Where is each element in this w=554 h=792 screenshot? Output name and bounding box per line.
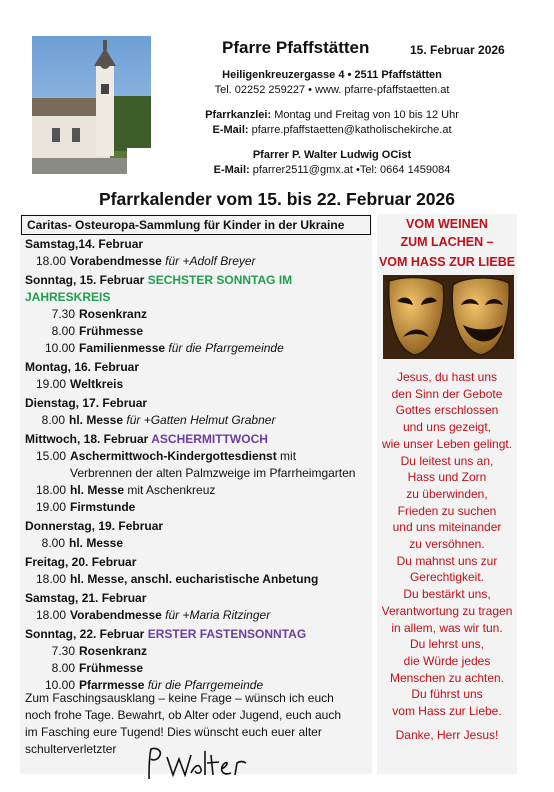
event-time: 8.00 [41, 536, 65, 550]
event-row [25, 323, 375, 340]
prayer-line: Du lehrst uns, [409, 637, 485, 652]
prayer-line: in allem, was wir tun. [391, 620, 503, 635]
prayer-line: vom Hass zur Liebe. [392, 704, 502, 719]
day-heading [25, 272, 375, 306]
prayer-line: den Sinn der Gebote [391, 386, 503, 401]
calendar-title: Pfarrkalender vom 15. bis 22. Februar 2026 [98, 189, 455, 209]
prayer-line: und uns miteinander [392, 520, 502, 535]
event-note: mit [276, 449, 297, 463]
day-heading [25, 626, 375, 643]
sidebar-heading-3: VOM HASS ZUR LIEBE [378, 255, 516, 269]
email-label: E-Mail: [212, 124, 249, 136]
issue-date: 15. Februar 2026 [410, 43, 505, 57]
event-note: für +Adolf Breyer [161, 254, 256, 268]
prayer-line: Gerechtigkeit. [409, 570, 485, 585]
prayer-line: zu versöhnen. [409, 537, 485, 552]
signature-graphic [143, 745, 258, 781]
event-title: Firmstunde [70, 500, 136, 514]
event-time: 18.00 [35, 483, 66, 497]
prayer-line: Jesus, du hast uns [396, 370, 498, 384]
event-row [25, 535, 375, 552]
sidebar-heading-2: ZUM LACHEN – [400, 235, 494, 249]
feast-name: SECHSTER SONNTAG IM JAHRESKREIS [25, 273, 293, 304]
theater-masks-image [383, 275, 514, 359]
prayer-line: Gottes erschlossen [395, 403, 499, 418]
day-date: Mittwoch, 18. Februar [25, 432, 152, 446]
event-row [25, 448, 375, 465]
event-time: 10.00 [44, 678, 75, 692]
event-note: für +Maria Ritzinger [161, 608, 271, 622]
prayer-line: Du bestärkt uns, [403, 587, 491, 602]
prayer-line: und uns gezeigt, [402, 420, 492, 435]
event-time: 19.00 [35, 500, 66, 514]
day-heading: Freitag, 20. Februar [25, 555, 137, 569]
event-title: Weltkreis [70, 377, 124, 391]
office-label: Pfarrkanzlei: [205, 109, 272, 121]
priest-name: Pfarrer P. Walter Ludwig OCist [252, 149, 412, 161]
event-row [25, 499, 375, 516]
event-row [25, 306, 375, 323]
collection-notice: Caritas- Osteuropa-Sammlung für Kinder in der Ukraine [21, 215, 371, 235]
event-time: 7.30 [51, 644, 75, 658]
day-heading [25, 431, 375, 448]
event-time: 18.00 [35, 572, 66, 586]
day-heading: Montag, 16. Februar [25, 360, 140, 374]
event-time: 7.30 [51, 307, 75, 321]
feast-name: ERSTER FASTENSONNTAG [147, 627, 307, 641]
office-hours: Montag und Freitag von 10 bis 12 Uhr [271, 109, 459, 121]
event-title: Aschermittwoch-Kindergottesdienst [70, 449, 277, 463]
contact: Tel. 02252 259227 • www. pfarre-pfaffstaetten.at [214, 84, 450, 96]
priest-contact: pfarrer2511@gmx.at •Tel: 0664 1459084 [249, 164, 451, 176]
event-title: hl. Messe [69, 536, 124, 550]
prayer-line: Du leitest uns an, [400, 453, 494, 468]
event-title: Vorabendmesse [70, 608, 162, 622]
priest-email-label: E-Mail: [213, 164, 250, 176]
sidebar-heading-1: VOM WEINEN [406, 217, 488, 231]
prayer-line: Du mahnst uns zur [396, 553, 498, 568]
event-title: Frühmesse [79, 324, 144, 338]
note-line: schulterverletzter [25, 742, 117, 756]
day-heading: Dienstag, 17. Februar [25, 396, 148, 410]
event-row [25, 253, 375, 270]
closing-thanks: Danke, Herr Jesus! [395, 728, 499, 742]
address: Heiligenkreuzergasse 4 • 2511 Pfaffstätten [222, 69, 442, 81]
event-row [25, 482, 375, 499]
day-heading: Samstag,14. Februar [25, 237, 144, 251]
event-time: 10.00 [44, 341, 75, 355]
day-date: Sonntag, 22. Februar [25, 627, 148, 641]
note-line: noch frohe Tage. Bewahrt, ob Alter oder Jugend, euch auch [25, 708, 341, 722]
feast-name: ASCHERMITTWOCH [151, 432, 268, 446]
event-time: 18.00 [35, 608, 66, 622]
priest-block [176, 148, 488, 178]
address-block [176, 68, 488, 98]
church-photo [32, 36, 151, 174]
event-row [25, 571, 375, 588]
parish-title: Pfarre Pfaffstätten [222, 38, 370, 57]
event-row [25, 376, 375, 393]
event-title: hl. Messe, anschl. eucharistische Anbetung [70, 572, 319, 586]
prayer-line: die Würde jedes [403, 653, 491, 668]
event-note: für die Pfarrgemeinde [144, 678, 264, 692]
event-note: mit Aschenkreuz [124, 483, 216, 497]
event-title: Rosenkranz [79, 644, 148, 658]
note-line: Zum Faschingsausklang – keine Frage – wünsch ich euch [25, 691, 334, 705]
event-title: hl. Messe [70, 483, 125, 497]
event-title: Rosenkranz [79, 307, 148, 321]
event-time: 8.00 [51, 324, 75, 338]
signature [143, 745, 258, 786]
event-title: Vorabendmesse [70, 254, 162, 268]
event-row [25, 340, 375, 357]
event-row [25, 660, 375, 677]
event-time: 8.00 [41, 413, 65, 427]
prayer-line: zu überwinden, [406, 486, 488, 501]
day-heading: Donnerstag, 19. Februar [25, 519, 164, 533]
event-row [25, 607, 375, 624]
prayer-line: Hass und Zorn [407, 470, 487, 485]
prayer-line: Menschen zu achten. [389, 670, 505, 685]
calendar-list [25, 236, 375, 694]
event-time: 8.00 [51, 661, 75, 675]
event-title: Familienmesse [79, 341, 166, 355]
event-row [25, 643, 375, 660]
prayer-text [378, 369, 516, 720]
event-note: für +Gatten Helmut Grabner [123, 413, 276, 427]
prayer-line: Verantwortung zu tragen [381, 603, 513, 618]
event-note: für die Pfarrgemeinde [165, 341, 284, 355]
day-date: Sonntag, 15. Februar [25, 273, 148, 287]
event-title: Frühmesse [79, 661, 144, 675]
office-block [176, 108, 488, 138]
note-line: im Fasching eure Tugend! Dies wünscht euch euer alter [25, 725, 322, 739]
event-time: 15.00 [35, 449, 66, 463]
event-continuation: Verbrennen der alten Palmzweige im Pfarrheimgarten [70, 466, 356, 480]
prayer-line: Du führst uns [411, 687, 483, 702]
event-title: hl. Messe [69, 413, 124, 427]
event-row [25, 412, 375, 429]
event-time: 18.00 [35, 254, 66, 268]
email-address: pfarre.pfaffstaetten@katholischekirche.at [248, 124, 452, 136]
prayer-line: Frieden zu suchen [397, 503, 497, 518]
day-heading: Samstag, 21. Februar [25, 591, 147, 605]
event-title: Pfarrmesse [79, 678, 145, 692]
event-time: 19.00 [35, 377, 66, 391]
prayer-line: wie unser Leben gelingt. [381, 436, 513, 451]
